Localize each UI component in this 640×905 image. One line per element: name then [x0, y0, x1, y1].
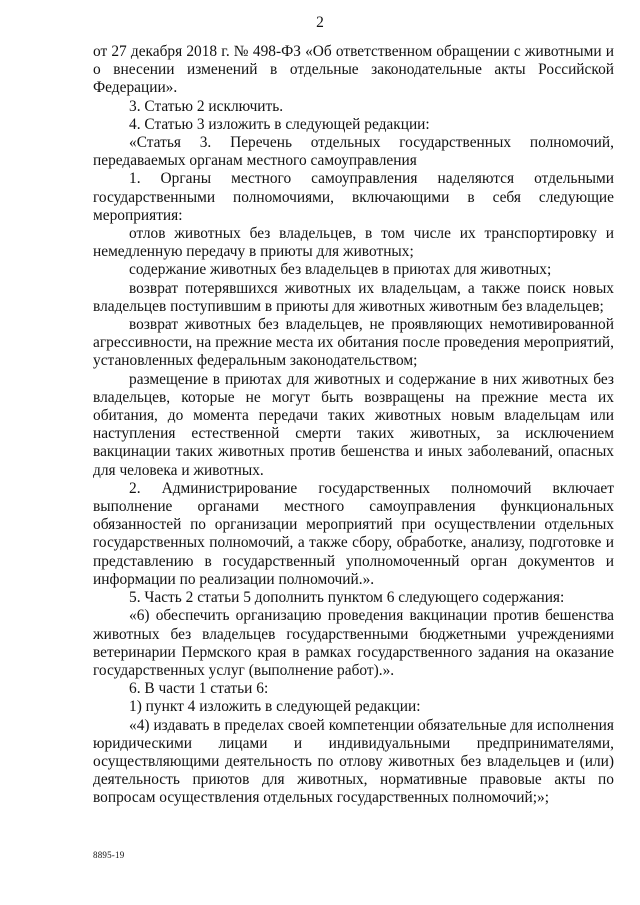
- paragraph-item-6: 6. В части 1 статьи 6:: [129, 680, 269, 698]
- paragraph-item-4: 4. Статью 3 изложить в следующей редакции:: [129, 115, 430, 133]
- page-number: 2: [316, 14, 324, 31]
- subitem-1: 1) пункт 4 изложить в следующей редакции:: [129, 698, 421, 716]
- article-3-part-2: 2. Администрирование государственных полномочий включает выполнение органами местного самоуправления функциональных обязанностей по организации мероприятий при осуществлении отдельных государственных полномочий, а также сбору, обработке, анализу, подготовке и представлению в государственный уполномоченный орган документов и информации по реализации полномочий.».: [93, 479, 614, 588]
- article-5-point-6: «6) обеспечить организацию проведения вакцинации против бешенства животных без владельцев государственными бюджетными учреждениями ветеринарии Пермского края в рамках государственного задания на оказание государственных услуг (выполнение работ).».: [93, 607, 614, 679]
- article-6-point-4: «4) издавать в пределах своей компетенции обязательные для исполнения юридическими лицами и индивидуальными предпринимателями, осуществляющими деятельность по отлову животных без владельцев и (или) деятельность приютов для животных, нормативные правовые акты по вопросам осуществления отдельных государственных полномочий;»;: [93, 716, 614, 807]
- article-3-heading: «Статья 3. Перечень отдельных государственных полномочий, передаваемых органам местного самоуправления: [93, 134, 614, 170]
- article-3-part-1: 1. Органы местного самоуправления наделяются отдельными государственными полномочиями, включающими в себя следующие мероприятия:: [93, 170, 614, 224]
- measure-shelter-placement: размещение в приютах для животных и содержание в них животных без владельцев, которые не могут быть возвращены на прежние места их обитания, до момента передачи таких животных новым владельцам или наступления естественной смерти таких животных, за исключением вакцинации таких животных против бешенства и иных заболеваний, опасных для человека и животных.: [93, 370, 614, 479]
- measure-keeping: содержание животных без владельцев в приютах для животных;: [129, 261, 552, 279]
- document-body: [93, 43, 614, 808]
- measure-return-to-owners: возврат потерявшихся животных их владельцам, а также поиск новых владельцев поступившим в приюты для животных животным без владельцев;: [93, 279, 614, 315]
- paragraph-continuation: от 27 декабря 2018 г. № 498-ФЗ «Об ответственном обращении с животными и о внесении изменений в отдельные законодательные акты Российской Федерации».: [93, 43, 614, 97]
- measure-return-to-habitat: возврат животных без владельцев, не проявляющих немотивированной агрессивности, на прежние места их обитания после проведения мероприятий, установленных федеральным законодательством;: [93, 316, 614, 370]
- measure-capture: отлов животных без владельцев, в том числе их транспортировку и немедленную передачу в приюты для животных;: [93, 225, 614, 261]
- document-code: 8895-19: [93, 850, 125, 860]
- paragraph-item-3: 3. Статью 2 исключить.: [129, 97, 284, 115]
- paragraph-item-5: 5. Часть 2 статьи 5 дополнить пунктом 6 следующего содержания:: [129, 589, 565, 607]
